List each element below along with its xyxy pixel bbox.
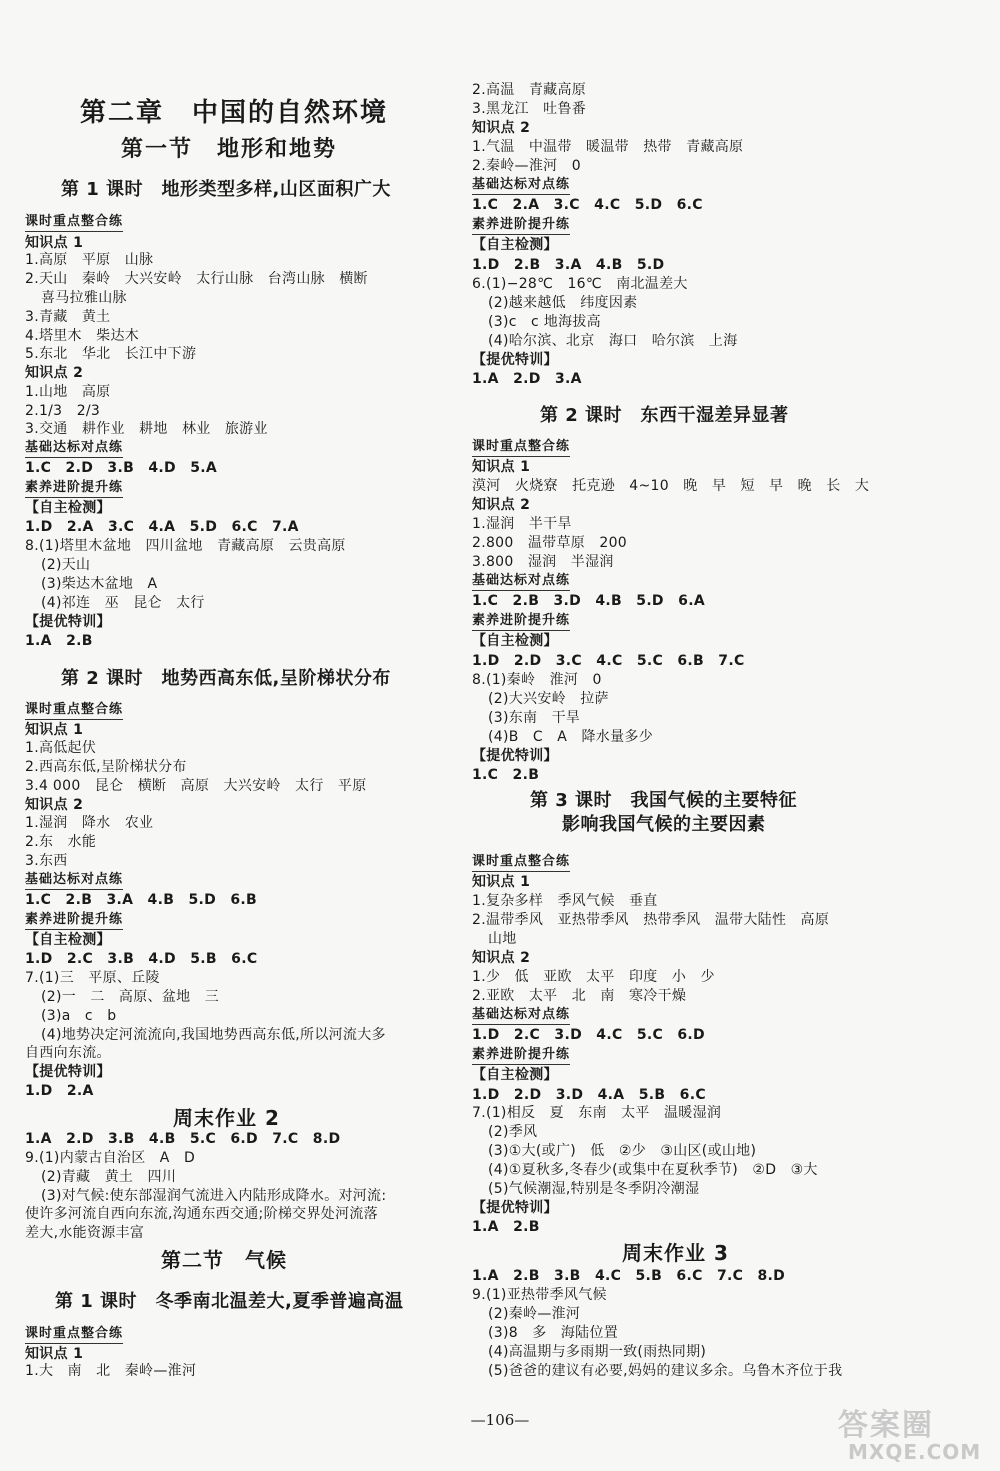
answer-line: 3.东西 (25, 853, 68, 869)
answer-line: 3.交通 耕作业 耕地 林业 旅游业 (25, 421, 268, 437)
answer-line: 2.亚欧 太平 北 南 寒冷干燥 (472, 988, 687, 1004)
answer-line: 1.大 南 北 秦岭—淮河 (25, 1363, 197, 1379)
answer-line: 1.A 2.B (25, 633, 93, 649)
answer-line: (2)秦岭—淮河 (488, 1306, 581, 1322)
watermark-text: 答案圈 (838, 1408, 934, 1443)
answer-line: 2.西高东低,呈阶梯状分布 (25, 759, 187, 775)
answer-line: (2)青藏 黄土 四川 (41, 1169, 177, 1185)
chapter-title: 第二章 中国的自然环境 (80, 98, 389, 128)
knowledge-point-label: 知识点 2 (472, 950, 531, 966)
section-title: 第二节 气候 (161, 1248, 287, 1272)
answer-line: 1.D 2.A (25, 1083, 94, 1099)
answer-line: 2.温带季风 亚热带季风 热带季风 温带大陆性 高原 (472, 912, 830, 928)
answer-line: 6.(1)−28℃ 16℃ 南北温差大 (472, 276, 688, 292)
answer-line: 7.(1)三 平原、丘陵 (25, 970, 160, 986)
answer-line: 3.4 000 昆仑 横断 高原 大兴安岭 太行 平原 (25, 778, 367, 794)
knowledge-point-label: 知识点 1 (25, 1346, 84, 1362)
answer-line: 2.800 温带草原 200 (472, 535, 628, 551)
answer-line: (5)爸爸的建议有必要,妈妈的建议多余。乌鲁木齐位于我 (488, 1363, 843, 1379)
subsection-label: 【提优特训】 (472, 352, 558, 368)
section-label: 基础达标对点练 (25, 439, 123, 458)
watermark-logo (830, 1400, 990, 1466)
lesson-subtitle: 影响我国气候的主要因素 (562, 814, 766, 835)
answer-line: 5.东北 华北 长江中下游 (25, 346, 197, 362)
answer-line: 1.C 2.A 3.C 4.C 5.D 6.C (472, 197, 703, 213)
answer-line: (3)柴达木盆地 A (41, 576, 158, 592)
watermark-url: MXQE.COM (848, 1440, 982, 1464)
weekend-homework-title: 周末作业 3 (622, 1241, 729, 1265)
knowledge-point-label: 知识点 2 (472, 497, 531, 513)
answer-line: (3)对气候:使东部湿润气流进入内陆形成降水。对河流: (41, 1188, 387, 1204)
answer-line: 1.D 2.C 3.D 4.C 5.C 6.D (472, 1027, 705, 1043)
knowledge-point-label: 知识点 1 (25, 722, 84, 738)
answer-line: 2.天山 秦岭 大兴安岭 太行山脉 台湾山脉 横断 (25, 271, 368, 287)
answer-line: (5)气候潮湿,特别是冬季阴冷潮湿 (488, 1181, 700, 1197)
subsection-label: 【自主检测】 (472, 633, 558, 649)
answer-line: (3)c c 地海拔高 (488, 314, 601, 330)
answer-line: 1.少 低 亚欧 太平 印度 小 少 (472, 969, 715, 985)
section-label: 课时重点整合练 (25, 701, 123, 720)
answer-line: 使许多河流自西向东流,沟通东西交通;阶梯交界处河流落 (25, 1206, 378, 1222)
subsection-label: 【自主检测】 (25, 932, 111, 948)
answer-line: (3)8 多 海陆位置 (488, 1325, 619, 1341)
answer-line: (2)季风 (488, 1124, 538, 1140)
answer-line: 9.(1)内蒙古自治区 A D (25, 1150, 196, 1166)
section-label: 基础达标对点练 (25, 871, 123, 890)
section-label: 素养进阶提升练 (472, 1046, 570, 1065)
section-label: 课时重点整合练 (25, 213, 123, 232)
answer-line: (4)祁连 巫 昆仑 太行 (41, 595, 205, 611)
answer-line: (2)一 二 高原、盆地 三 (41, 989, 220, 1005)
answer-line: 1.D 2.A 3.C 4.A 5.D 6.C 7.A (25, 519, 299, 535)
answer-line: 7.(1)相反 夏 东南 太平 温暖湿润 (472, 1105, 722, 1121)
answer-line: 1.A 2.B (472, 1219, 540, 1235)
answer-line: 自西向东流。 (25, 1045, 111, 1061)
section-label: 课时重点整合练 (472, 438, 570, 457)
answer-line: (3)①大(或广) 低 ②少 ③山区(或山地) (488, 1143, 757, 1159)
answer-line: 1.湿润 半干旱 (472, 516, 572, 532)
subsection-label: 【自主检测】 (472, 1067, 558, 1083)
answer-line: (4)高温期与多雨期一致(雨热同期) (488, 1344, 707, 1360)
answer-line: 1.A 2.D 3.A (472, 371, 582, 387)
answer-line: 4.塔里木 柴达木 (25, 328, 140, 344)
answer-line: 2.东 水能 (25, 834, 97, 850)
subsection-label: 【提优特训】 (25, 614, 111, 630)
subsection-label: 【自主检测】 (25, 500, 111, 516)
answer-line: (3)a c b (41, 1008, 117, 1024)
section-label: 素养进阶提升练 (472, 612, 570, 631)
answer-line: 1.D 2.C 3.B 4.D 5.B 6.C (25, 951, 258, 967)
knowledge-point-label: 知识点 2 (25, 365, 84, 381)
weekend-homework-title: 周末作业 2 (173, 1106, 280, 1130)
lesson-title: 第 1 课时 冬季南北温差大,夏季普遍高温 (55, 1291, 404, 1312)
answer-line: 2.秦岭—淮河 0 (472, 158, 581, 174)
answer-line: 差大,水能资源丰富 (25, 1225, 145, 1241)
lesson-title: 第 3 课时 我国气候的主要特征 (530, 790, 798, 811)
answer-line: 山地 (488, 931, 517, 947)
section-label: 基础达标对点练 (472, 176, 570, 195)
answer-line: 8.(1)塔里木盆地 四川盆地 青藏高原 云贵高原 (25, 538, 346, 554)
section-label: 素养进阶提升练 (25, 911, 123, 930)
section-label: 课时重点整合练 (25, 1325, 123, 1344)
answer-line: (2)越来越低 纬度因素 (488, 295, 638, 311)
answer-line: 1.D 2.D 3.C 4.C 5.C 6.B 7.C (472, 653, 745, 669)
knowledge-point-label: 知识点 1 (472, 874, 531, 890)
answer-line: 1.高低起伏 (25, 740, 97, 756)
answer-line: 3.青藏 黄土 (25, 309, 111, 325)
lesson-title: 第 2 课时 地势西高东低,呈阶梯状分布 (61, 668, 391, 689)
answer-line: 9.(1)亚热带季风气候 (472, 1287, 607, 1303)
lesson-title: 第 2 课时 东西干湿差异显著 (540, 405, 789, 426)
answer-line: (4)B C A 降水量多少 (488, 729, 653, 745)
section-label: 基础达标对点练 (472, 1006, 570, 1025)
answer-line: 1.高原 平原 山脉 (25, 252, 154, 268)
knowledge-point-label: 知识点 2 (472, 120, 531, 136)
answer-line: 3.黑龙江 吐鲁番 (472, 101, 587, 117)
subsection-label: 【提优特训】 (25, 1064, 111, 1080)
answer-line: 1.A 2.B 3.B 4.C 5.B 6.C 7.C 8.D (472, 1268, 786, 1284)
knowledge-point-label: 知识点 2 (25, 797, 84, 813)
subsection-label: 【提优特训】 (472, 748, 558, 764)
answer-line: 8.(1)秦岭 淮河 0 (472, 672, 602, 688)
answer-line: 1.C 2.B (472, 767, 540, 783)
answer-line: (2)大兴安岭 拉萨 (488, 691, 609, 707)
answer-line: 1.气温 中温带 暖温带 热带 青藏高原 (472, 139, 744, 155)
answer-line: (2)天山 (41, 557, 91, 573)
knowledge-point-label: 知识点 1 (25, 235, 84, 251)
lesson-title: 第 1 课时 地形类型多样,山区面积广大 (61, 179, 391, 200)
section-title: 第一节 地形和地势 (121, 137, 338, 162)
subsection-label: 【提优特训】 (472, 1200, 558, 1216)
section-label: 课时重点整合练 (472, 853, 570, 872)
answer-line: 1.C 2.B 3.A 4.B 5.D 6.B (25, 892, 257, 908)
answer-line: 2.高温 青藏高原 (472, 82, 587, 98)
answer-line: 1.D 2.D 3.D 4.A 5.B 6.C (472, 1087, 706, 1103)
answer-line: (4)哈尔滨、北京 海口 哈尔滨 上海 (488, 333, 738, 349)
section-label: 素养进阶提升练 (472, 216, 570, 235)
subsection-label: 【自主检测】 (472, 237, 558, 253)
answer-line: 2.1/3 2/3 (25, 403, 101, 419)
answer-line: 1.复杂多样 季风气候 垂直 (472, 893, 658, 909)
answer-line: (4)地势决定河流流向,我国地势西高东低,所以河流大多 (41, 1027, 386, 1043)
knowledge-point-label: 知识点 1 (472, 459, 531, 475)
answer-line: 1.山地 高原 (25, 384, 111, 400)
answer-line: 3.800 湿润 半湿润 (472, 554, 614, 570)
section-label: 素养进阶提升练 (25, 479, 123, 498)
section-label: 基础达标对点练 (472, 572, 570, 591)
answer-line: (4)①夏秋多,冬春少(或集中在夏秋季节) ②D ③大 (488, 1162, 818, 1178)
answer-line: 1.湿润 降水 农业 (25, 815, 154, 831)
answer-line: 漠河 火烧寮 托克逊 4~10 晚 早 短 早 晚 长 大 (472, 478, 870, 494)
answer-line: 喜马拉雅山脉 (41, 290, 127, 306)
answer-line: 1.D 2.B 3.A 4.B 5.D (472, 257, 665, 273)
answer-line: 1.C 2.D 3.B 4.D 5.A (25, 460, 218, 476)
page-number: —106— (470, 1411, 530, 1429)
answer-line: 1.A 2.D 3.B 4.B 5.C 6.D 7.C 8.D (25, 1131, 341, 1147)
answer-line: 1.C 2.B 3.D 4.B 5.D 6.A (472, 593, 705, 609)
answer-line: (3)东南 干旱 (488, 710, 581, 726)
